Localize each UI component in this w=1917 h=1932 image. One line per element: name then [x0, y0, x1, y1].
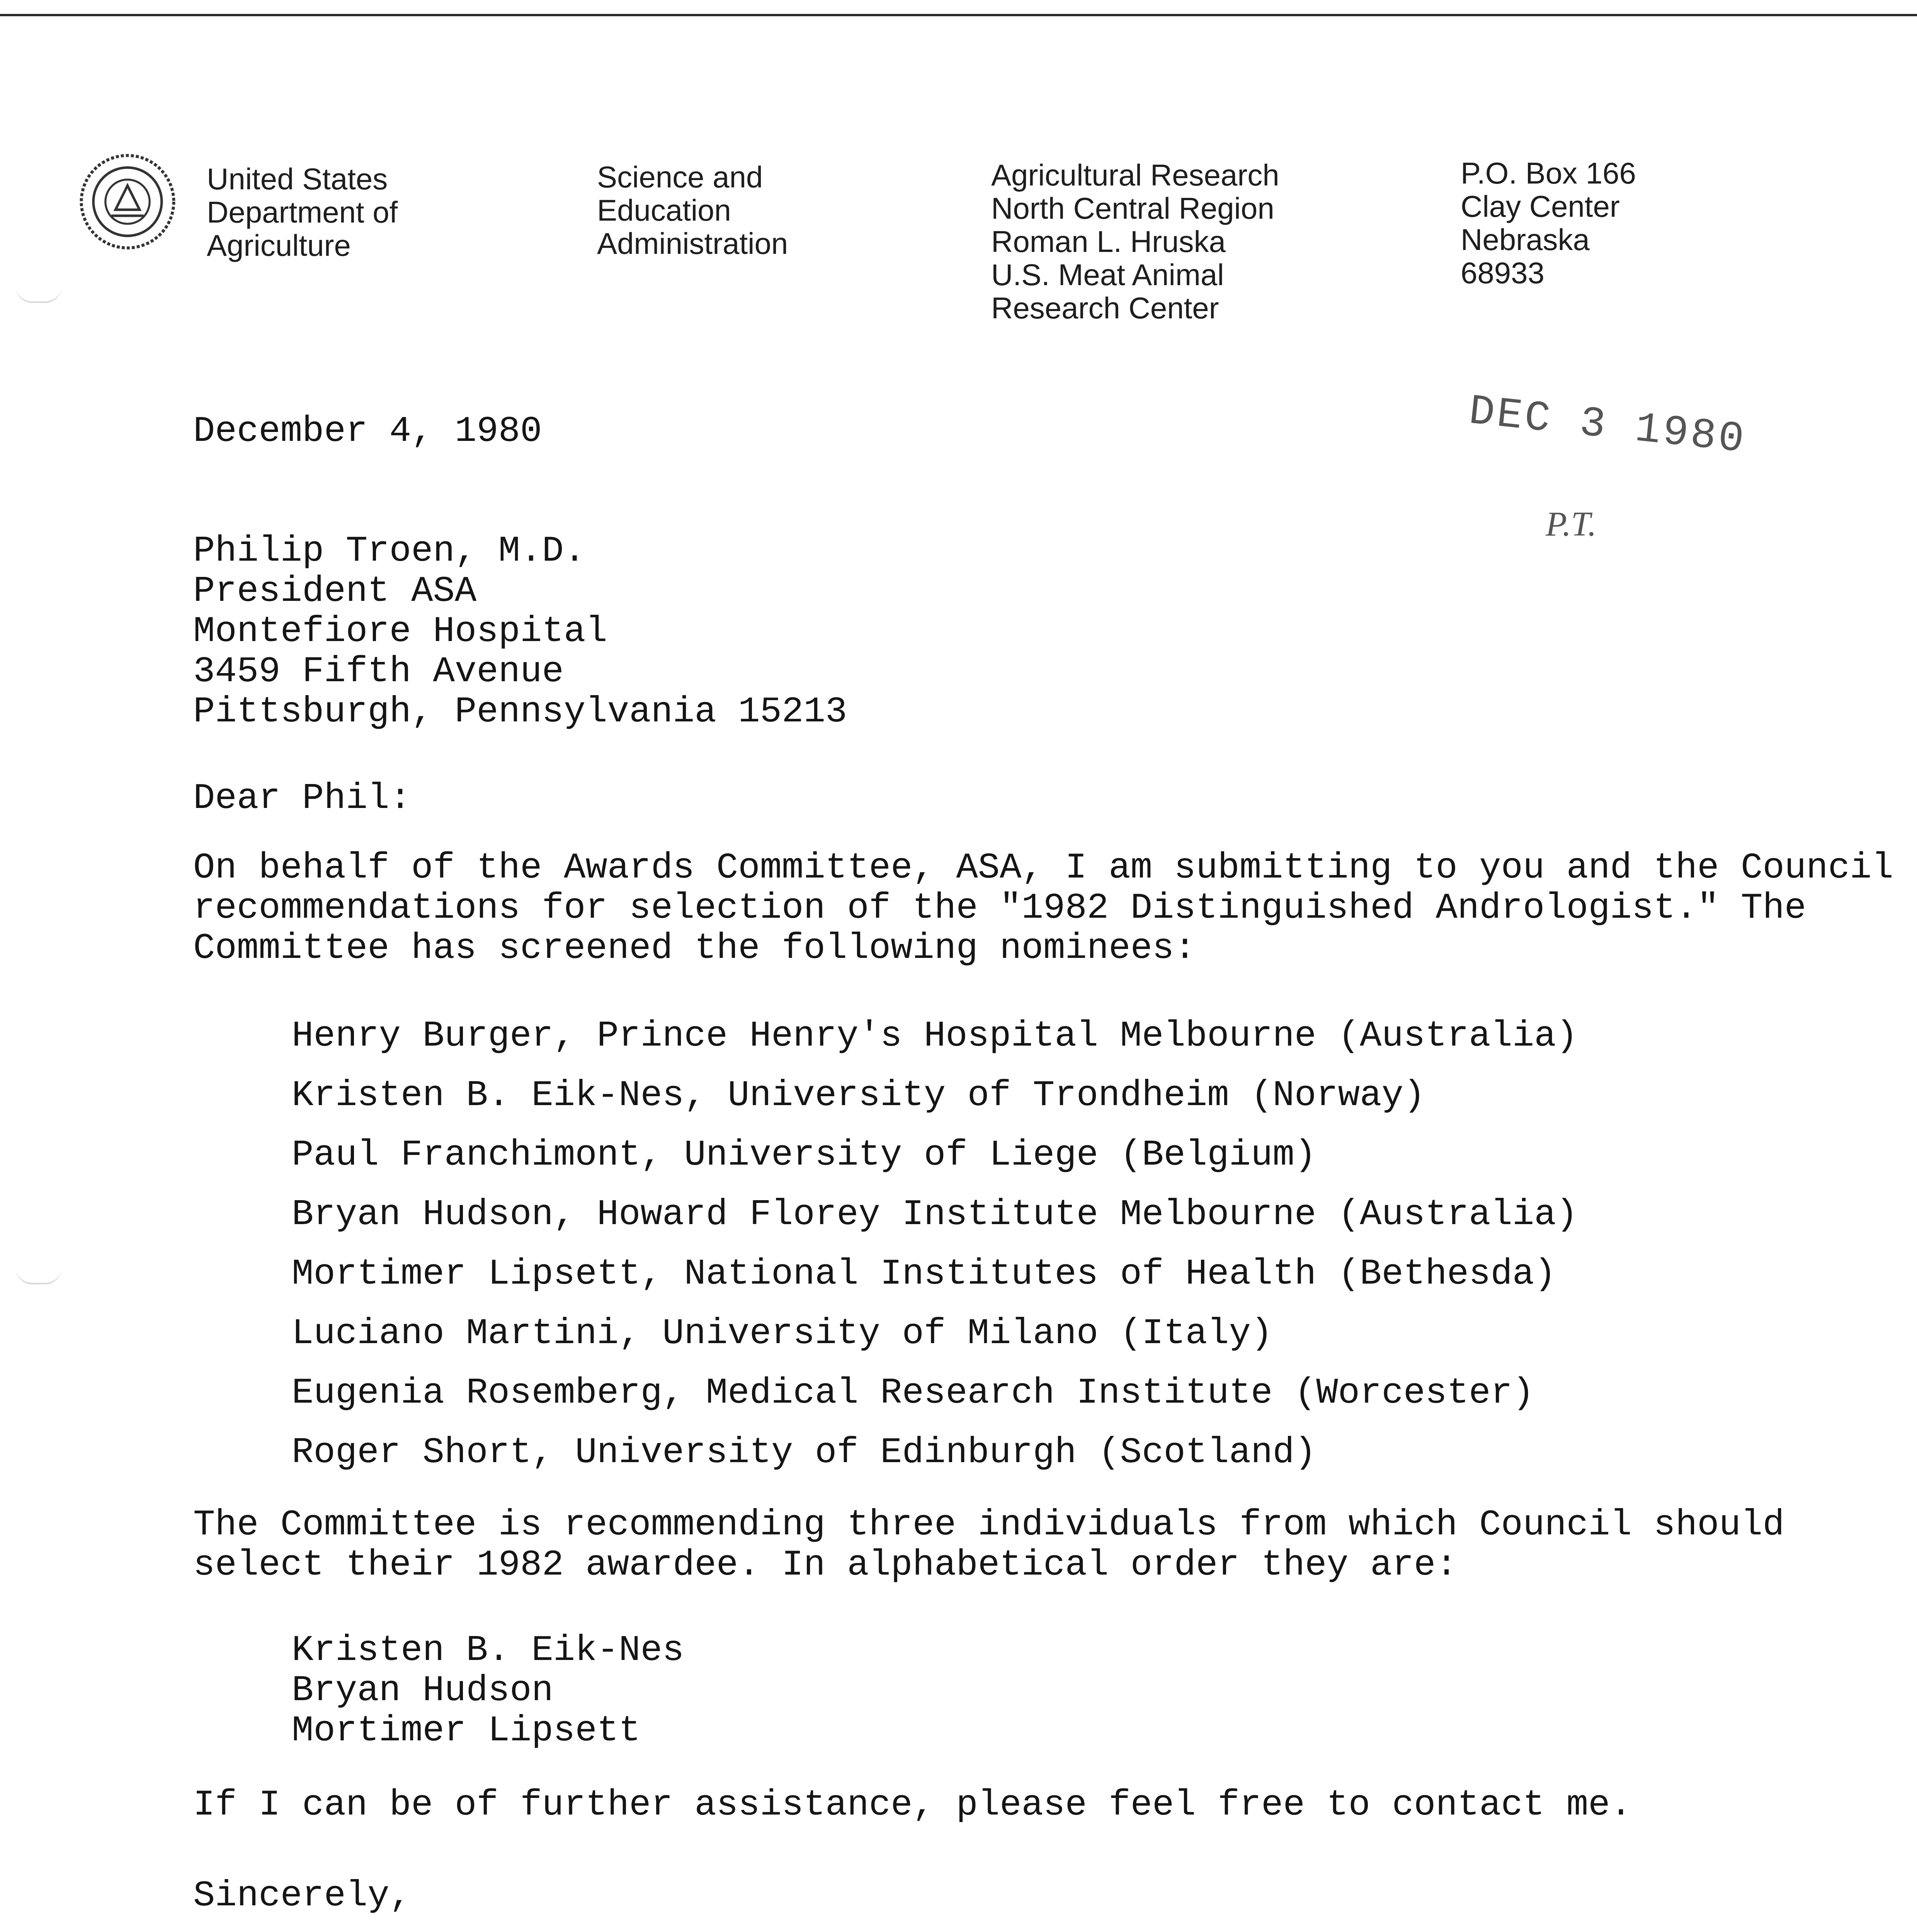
nominee-item: Kristen B. Eik-Nes, University of Trondheim (Norway) [292, 1075, 1425, 1116]
agency-line-2: Department of [207, 195, 398, 229]
nominee-item: Eugenia Rosemberg, Medical Research Institute (Worcester) [292, 1373, 1534, 1414]
salutation: Dear Phil: [193, 778, 412, 819]
recommendation-line-2: select their 1982 awardee. In alphabetical order they are: [193, 1545, 1458, 1586]
center-line-2: North Central Region [991, 191, 1274, 225]
usda-seal-icon [77, 151, 178, 252]
finalist-item: Bryan Hudson [292, 1670, 553, 1711]
letterhead-agency [207, 162, 398, 262]
punch-hole-mark [15, 1267, 62, 1284]
nominee-item: Roger Short, University of Edinburgh (Scotland) [292, 1432, 1317, 1473]
recipient-line-4: 3459 Fifth Avenue [193, 651, 564, 692]
finalist-list [292, 1631, 684, 1751]
center-line-1: Agricultural Research [991, 158, 1279, 192]
received-date-stamp: DEC 3 1980 [1466, 387, 1749, 465]
center-line-3: Roman L. Hruska [991, 224, 1226, 259]
nominee-item: Luciano Martini, University of Milano (Italy) [292, 1313, 1273, 1354]
intro-paragraph [193, 848, 1893, 969]
division-line-3: Administration [597, 226, 788, 260]
punch-hole-mark [15, 286, 62, 303]
letterhead-address [1461, 156, 1636, 289]
agency-line-3: Agriculture [207, 228, 351, 262]
division-line-1: Science and [597, 160, 763, 194]
complimentary-close: Sincerely, [193, 1876, 412, 1917]
letter-date: December 4, 1980 [193, 411, 542, 452]
top-edge-rule [0, 14, 1917, 16]
recommendation-paragraph [193, 1505, 1784, 1585]
closing-line: If I can be of further assistance, please feel free to contact me. [193, 1785, 1632, 1826]
letterhead-division [597, 160, 788, 260]
finalist-item: Kristen B. Eik-Nes [292, 1630, 684, 1671]
address-line-2: Clay Center [1461, 189, 1620, 223]
finalist-item: Mortimer Lipsett [292, 1711, 641, 1752]
address-line-4: 68933 [1461, 256, 1544, 290]
nominee-item: Bryan Hudson, Howard Florey Institute Melbourne (Australia) [292, 1194, 1578, 1235]
recipient-line-2: President ASA [193, 571, 477, 612]
intro-line-3: Committee has screened the following nominees: [193, 928, 1196, 969]
recipient-line-3: Montefiore Hospital [193, 611, 607, 652]
received-initials-stamp: P.T. [1546, 505, 1597, 543]
nominee-list [292, 1007, 1578, 1483]
center-line-4: U.S. Meat Animal [991, 258, 1224, 292]
nominee-item: Henry Burger, Prince Henry's Hospital Melbourne (Australia) [292, 1016, 1578, 1057]
recipient-address [193, 531, 847, 732]
intro-line-1: On behalf of the Awards Committee, ASA, I am submitting to you and the Council [193, 848, 1893, 889]
division-line-2: Education [597, 193, 731, 227]
nominee-item: Mortimer Lipsett, National Institutes of Health (Bethesda) [292, 1254, 1556, 1295]
recommendation-line-1: The Committee is recommending three individuals from which Council should [193, 1505, 1784, 1546]
center-line-5: Research Center [991, 291, 1219, 325]
agency-line-1: United States [207, 162, 388, 196]
letterhead-center [991, 158, 1279, 325]
recipient-line-1: Philip Troen, M.D. [193, 531, 586, 572]
address-line-1: P.O. Box 166 [1461, 156, 1636, 190]
address-line-3: Nebraska [1461, 223, 1590, 257]
recipient-line-5: Pittsburgh, Pennsylvania 15213 [193, 692, 847, 733]
intro-line-2: recommendations for selection of the "1982 Distinguished Andrologist." The [193, 888, 1806, 929]
nominee-item: Paul Franchimont, University of Liege (Belgium) [292, 1135, 1317, 1176]
